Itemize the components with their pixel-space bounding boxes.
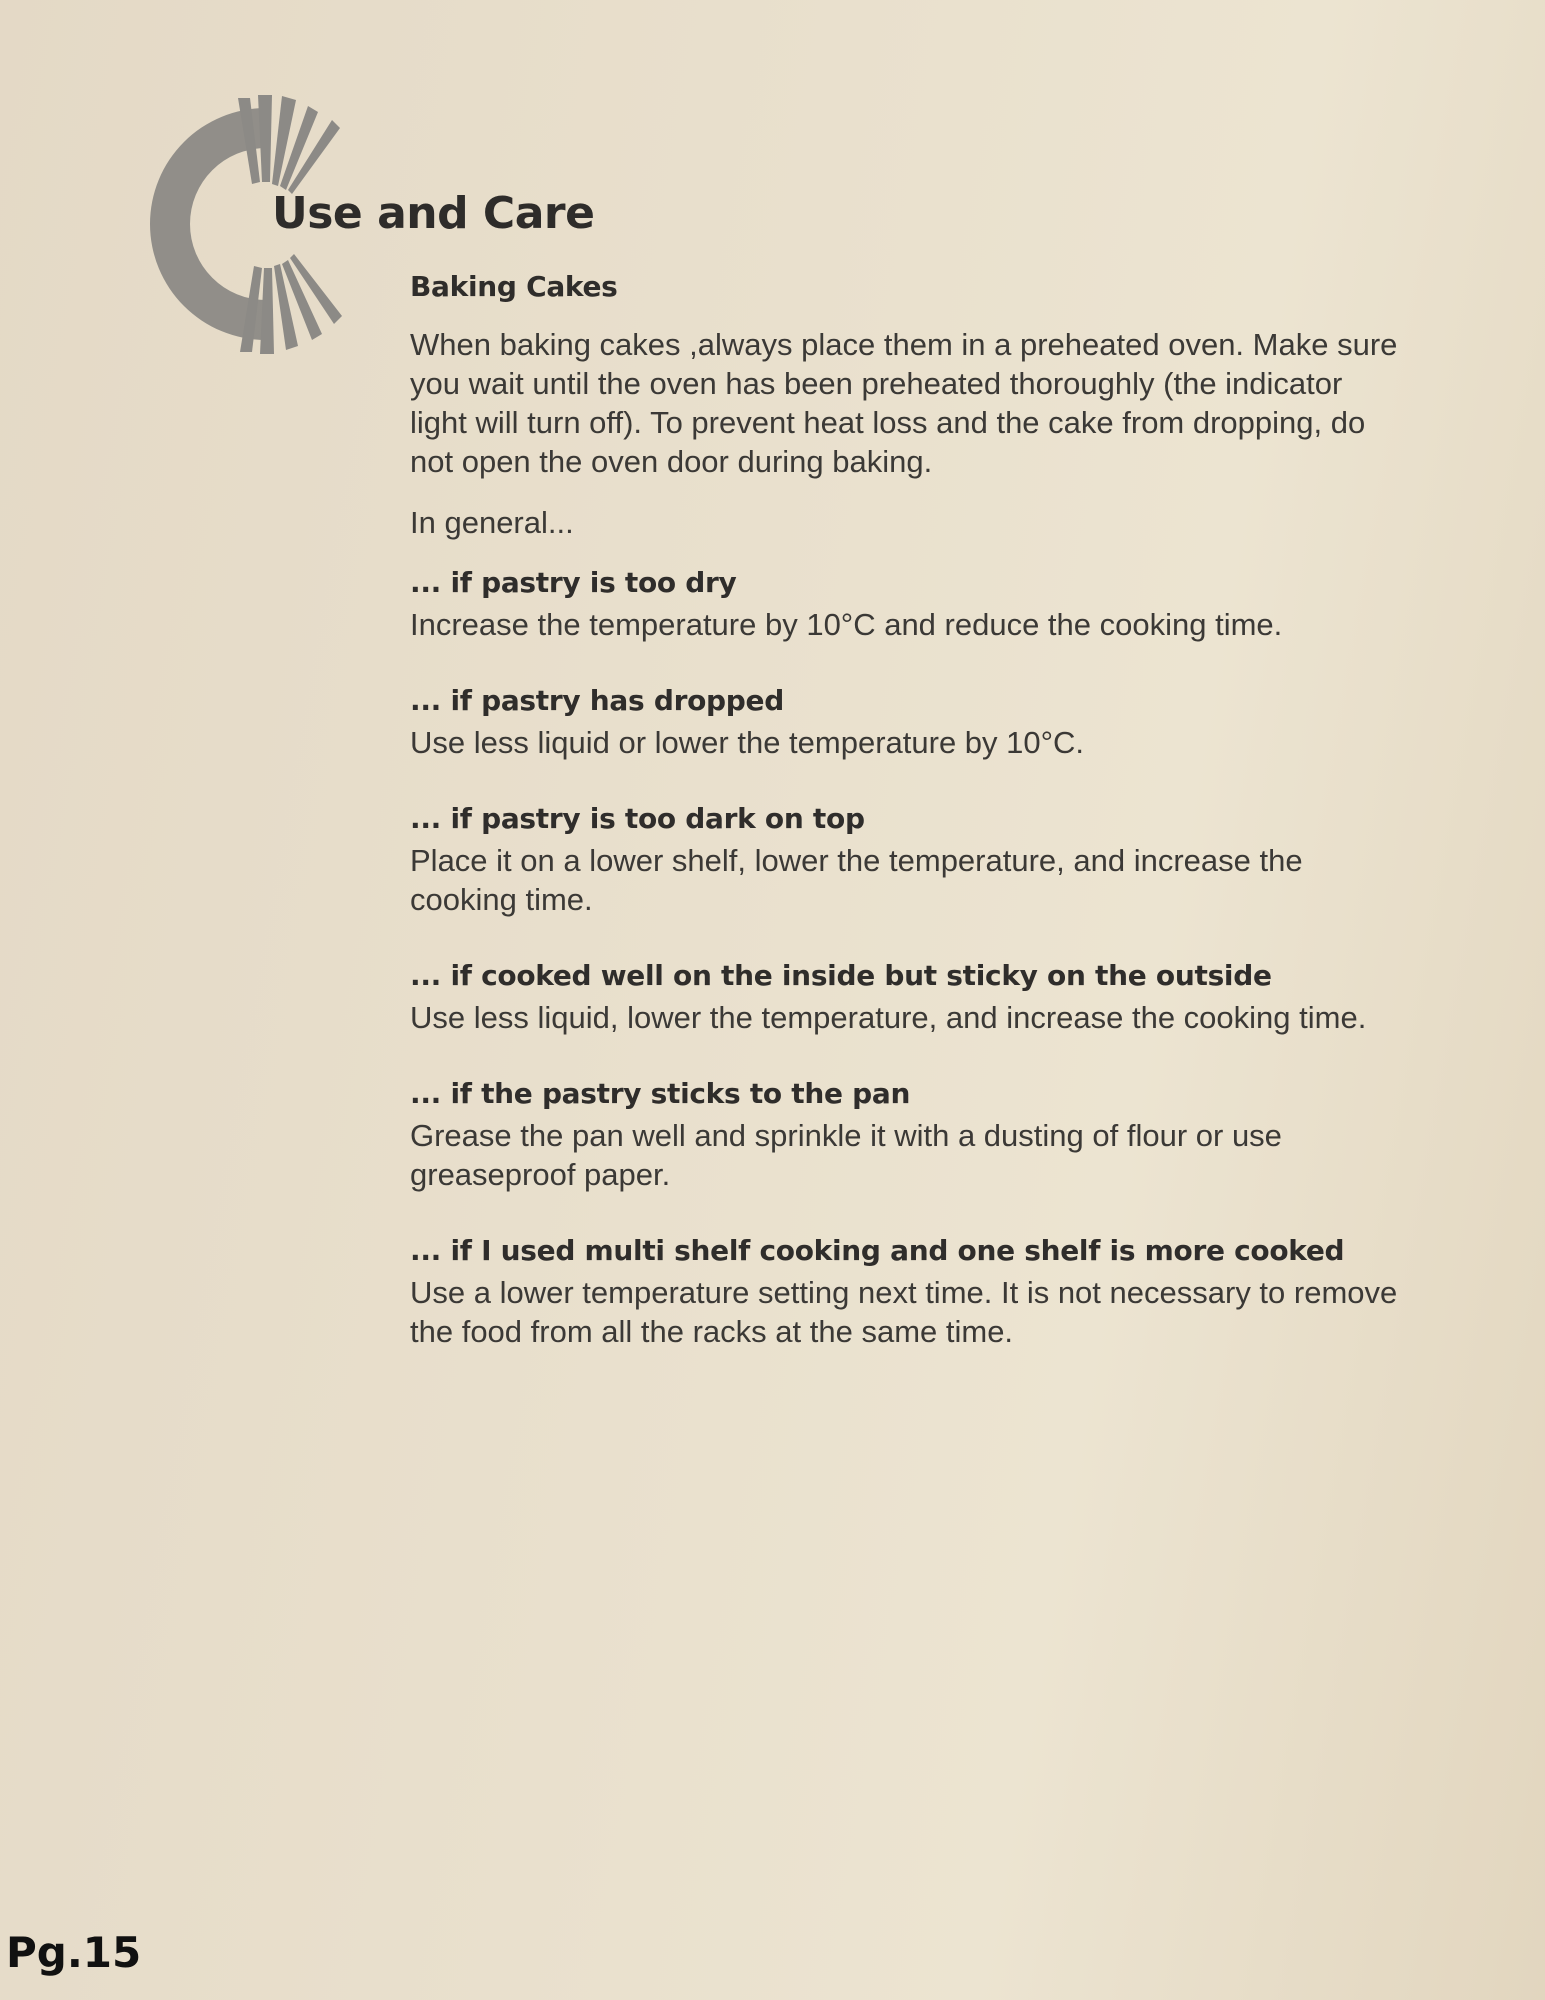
tip-text: Place it on a lower shelf, lower the temperature, and increase the cooking time. (410, 843, 1303, 917)
heading-baking-cakes: Baking Cakes (410, 270, 618, 303)
tip-title: ... if pastry is too dark on top (410, 802, 865, 835)
tip-title: ... if pastry is too dry (410, 566, 737, 599)
tip-title: ... if cooked well on the inside but sticky on the outside (410, 959, 1272, 992)
tip-item (410, 1077, 1400, 1194)
tip-text: Increase the temperature by 10°C and reduce the cooking time. (410, 607, 1283, 642)
tip-text: Use less liquid or lower the temperature by 10°C. (410, 725, 1085, 760)
tip-text: Use less liquid, lower the temperature, and increase the cooking time. (410, 1000, 1367, 1035)
content-column (410, 270, 1400, 1351)
general-label: In general... (410, 505, 574, 540)
page-number: Pg.15 (6, 1928, 142, 1977)
tip-title: ... if the pastry sticks to the pan (410, 1077, 911, 1110)
tip-item (410, 684, 1400, 762)
section-title: Use and Care (272, 188, 595, 239)
tip-title: ... if pastry has dropped (410, 684, 784, 717)
tip-title: ... if I used multi shelf cooking and one shelf is more cooked (410, 1234, 1345, 1267)
tip-item (410, 959, 1400, 1037)
tip-item (410, 1234, 1400, 1351)
tip-item (410, 566, 1400, 644)
tip-item (410, 802, 1400, 919)
tip-text: Use a lower temperature setting next time. It is not necessary to remove the food from all the racks at the same time. (410, 1275, 1398, 1349)
tip-text: Grease the pan well and sprinkle it with a dusting of flour or use greaseproof paper. (410, 1118, 1282, 1192)
intro-paragraph: When baking cakes ,always place them in a preheated oven. Make sure you wait until the oven has been preheated thoroughly (the indicator light will turn off). To prevent heat loss and the cake from dropping, do not open the oven door during baking. (410, 327, 1398, 479)
